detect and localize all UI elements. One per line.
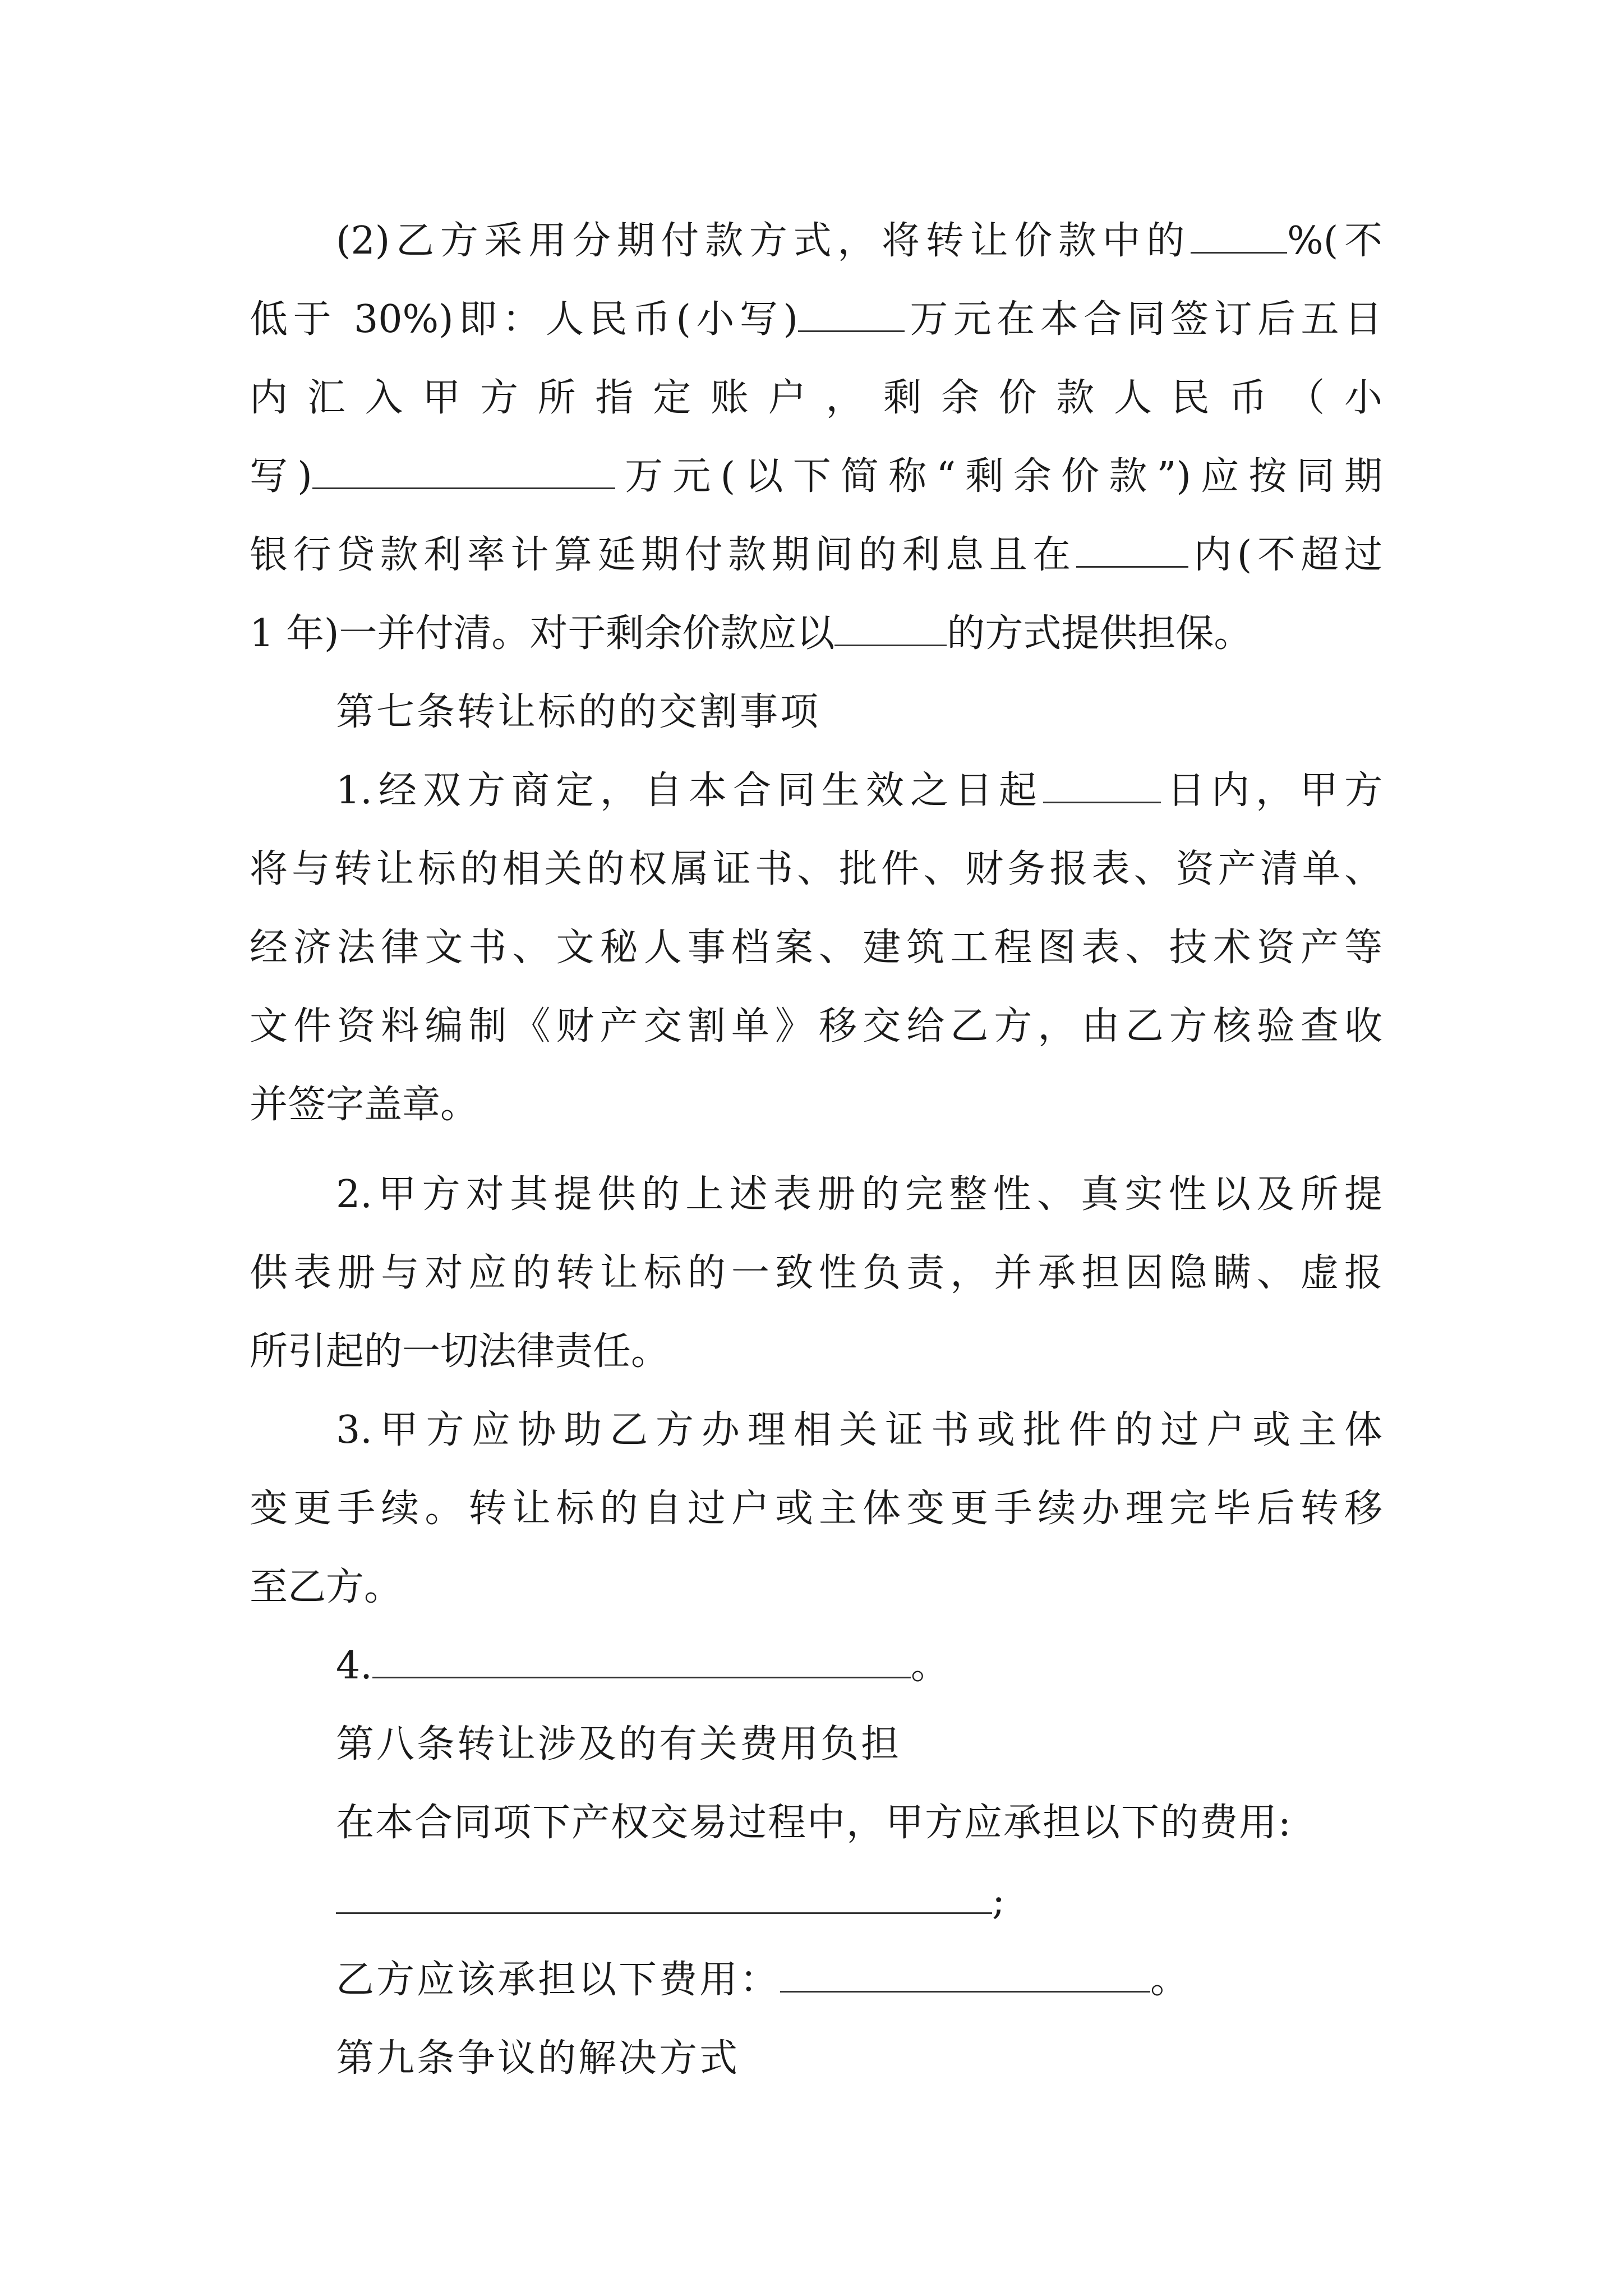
- article-8-block: [250, 1705, 1382, 2098]
- text-line: 经济法律文书、文秘人事档案、建筑工程图表、技术资产等: [250, 926, 1382, 970]
- article-7-title: 第七条转让标的的交割事项: [336, 690, 821, 734]
- blank-field[interactable]: [798, 299, 905, 332]
- blank-field[interactable]: [1043, 770, 1161, 803]
- text-segment: 。: [1150, 1958, 1191, 2002]
- text-line: [250, 595, 1382, 673]
- article-8-title: 第八条转让涉及的有关费用负担: [336, 1722, 902, 1766]
- text-segment: 银行贷款利率计算延期付款期间的利息且在: [250, 533, 1076, 577]
- text-line: [250, 438, 1382, 516]
- text-segment: (2)乙方采用分期付款方式，将转让价款中的: [336, 219, 1191, 263]
- text-segment: 万元(以下简称“剩余价款”)应按同期: [615, 454, 1383, 499]
- text-segment: 低于 30%)即：人民币(小写): [250, 297, 798, 342]
- article-7-heading-block: [250, 673, 1382, 752]
- blank-field[interactable]: [780, 1959, 1150, 1993]
- text-line: [250, 516, 1382, 595]
- text-line: [250, 1627, 1382, 1705]
- text-segment: 万元在本合同签订后五日: [904, 297, 1382, 342]
- text-segment: 乙方应该承担以下费用：: [336, 1958, 781, 2002]
- blank-field[interactable]: [336, 1881, 992, 1914]
- text-line: 文件资料编制《财产交割单》移交给乙方，由乙方核验查收: [250, 1004, 1382, 1048]
- text-line: 2.甲方对其提供的上述表册的完整性、真实性以及所提: [336, 1172, 1382, 1217]
- article-9-title: 第九条争议的解决方式: [336, 2036, 740, 2081]
- text-segment: 1.经双方商定，自本合同生效之日起: [336, 769, 1043, 813]
- party-a-fees-text: 在本合同项下产权交易过程中，甲方应承担以下的费用:: [336, 1801, 1292, 1845]
- text-segment: 4.: [336, 1644, 372, 1688]
- text-line: 至乙方。: [250, 1565, 403, 1609]
- text-line: 并签字盖章。: [250, 1083, 479, 1127]
- blank-field[interactable]: [1191, 220, 1287, 254]
- clause-7-3: [250, 1391, 1382, 1627]
- text-line: 所引起的一切法律责任。: [250, 1329, 670, 1374]
- text-line: 供表册与对应的转让标的一致性负责，并承担因隐瞒、虚报: [250, 1251, 1382, 1295]
- text-segment: 写): [250, 454, 312, 499]
- text-segment: %(不: [1287, 219, 1382, 263]
- clause-2-installment: [250, 202, 1382, 673]
- text-segment: ;: [992, 1879, 1007, 1924]
- party-a-fees-line: [250, 1862, 1382, 1941]
- blank-field[interactable]: [834, 613, 947, 646]
- clause-7-4: [250, 1627, 1382, 1705]
- clause-7-1: [250, 752, 1382, 1144]
- text-line: [250, 280, 1382, 359]
- text-segment: 。: [910, 1644, 949, 1688]
- blank-field[interactable]: [1076, 535, 1188, 568]
- blank-field[interactable]: [372, 1645, 911, 1678]
- text-segment: 1 年)一并付清。对于剩余价款应以: [250, 611, 835, 656]
- text-line: 变更手续。转让标的自过户或主体变更手续办理完毕后转移: [250, 1487, 1382, 1531]
- text-segment: 日内，甲方: [1160, 769, 1382, 813]
- text-line: 3.甲方应协助乙方办理相关证书或批件的过户或主体: [336, 1408, 1382, 1452]
- text-line: [250, 202, 1382, 280]
- text-line: 内 汇 入 甲 方 所 指 定 账 户 ， 剩 余 价 款 人 民 币 （ 小: [250, 376, 1382, 420]
- clause-7-2: [250, 1156, 1382, 1391]
- text-segment: 的方式提供担保。: [947, 611, 1252, 656]
- text-line: [250, 752, 1382, 830]
- blank-field[interactable]: [312, 456, 615, 489]
- text-line: 将与转让标的相关的权属证书、批件、财务报表、资产清单、: [250, 847, 1382, 891]
- party-b-fees-line: [250, 1941, 1382, 2019]
- text-segment: 内(不超过: [1188, 533, 1382, 577]
